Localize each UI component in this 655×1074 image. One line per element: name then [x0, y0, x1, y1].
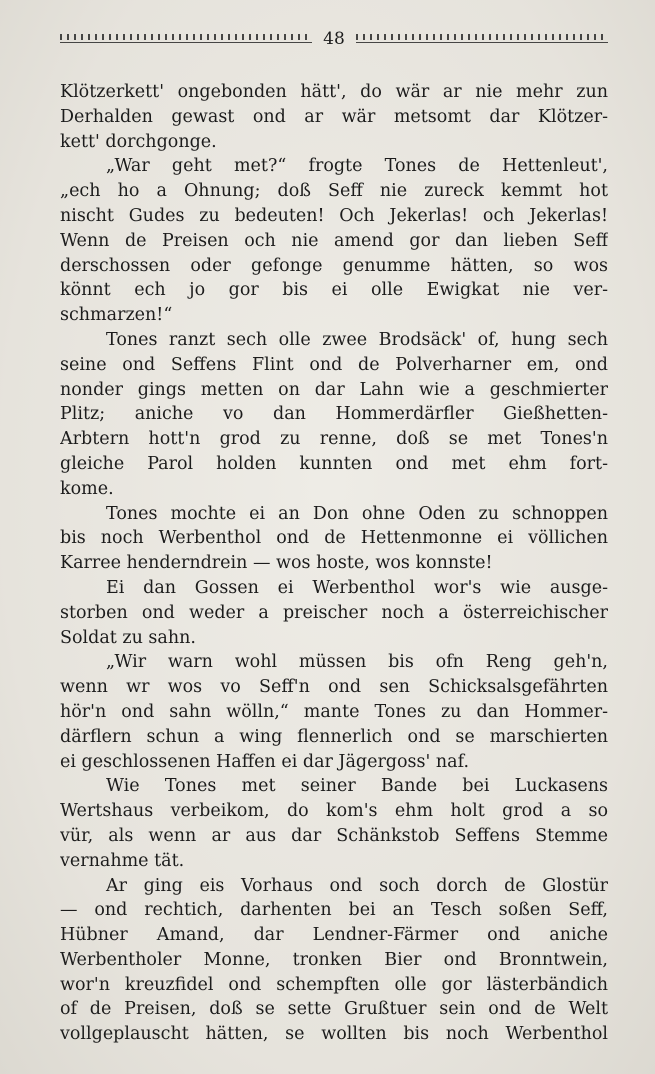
text-line: Werbentholer Monne, tronken Bier ond Bronntwein, — [60, 949, 608, 970]
text-line: Klötzerkett' ongebonden hätt', do wär ar nie mehr zun — [60, 82, 608, 102]
text-line: ei geschlossenen Haffen ei dar Jägergoss' naf. — [60, 751, 470, 772]
left-ornament-border — [60, 34, 312, 44]
text-line: kome. — [60, 478, 114, 499]
text-line: Hübner Amand, dar Lendner-Färmer ond aniche — [60, 925, 608, 946]
text-line: Plitz; aniche vo dan Hommerdärfler Gießhetten- — [60, 404, 608, 425]
text-line: storben ond weder a preischer noch a österreichischer — [60, 602, 608, 623]
text-line: nonder gings metten on dar Lahn wie a geschmierter — [60, 379, 608, 400]
text-line: „War geht met?“ frogte Tones de Hettenleut', — [106, 156, 608, 177]
right-ornament-border — [356, 34, 608, 44]
text-line: Ei dan Gossen ei Werbenthol wor's wie ausge- — [106, 577, 608, 598]
text-line: wenn wr wos vo Seff'n ond sen Schicksalsgefährten — [60, 677, 608, 698]
text-line: Soldat zu sahn. — [60, 627, 196, 648]
text-line: Derhalden gewast ond ar wär metsomt dar Klötzer- — [60, 106, 608, 127]
text-line: hör'n ond sahn wölln,“ mante Tones zu dan Hommer- — [60, 701, 608, 722]
text-line: Wertshaus verbeikom, do kom's ehm holt grod a so — [60, 801, 608, 822]
text-line: nischt Gudes zu bedeuten! Och Jekerlas! och Jekerlas! — [60, 205, 608, 226]
page-number: 48 — [323, 29, 345, 49]
text-line: „ech ho a Ohnung; doß Seff nie zureck kemmt hot — [60, 181, 608, 202]
text-line: Ar ging eis Vorhaus ond soch dorch de Glostür — [106, 875, 608, 896]
body-text — [60, 80, 608, 1047]
text-line: wor'n kreuzfidel ond schempften olle gor lästerbändich — [60, 974, 608, 995]
text-line: kett' dorchgonge. — [60, 131, 217, 152]
text-line: därflern schun a wing flennerlich ond se marschierten — [60, 726, 608, 747]
text-line: könnt ech jo gor bis ei olle Ewigkat nie ver- — [60, 280, 608, 301]
text-line: Tones mochte ei an Don ohne Oden zu schnoppen — [106, 503, 608, 524]
text-line: seine ond Seffens Flint ond de Polverharner em, ond — [60, 354, 608, 375]
text-line: Karree henderndrein — wos hoste, wos konnste! — [60, 553, 493, 574]
text-line: vür, als wenn ar aus dar Schänkstob Seffens Stemme — [60, 825, 608, 846]
page-header — [60, 28, 608, 50]
text-line: Tones ranzt sech olle zwee Brodsäck' of, hung sech — [106, 329, 608, 350]
text-line: Wie Tones met seiner Bande bei Luckasens — [106, 776, 608, 797]
text-line: vollgeplauscht hätten, se wollten bis noch Werbenthol — [60, 1024, 608, 1045]
text-line: gleiche Parol holden kunnten ond met ehm fort- — [60, 453, 608, 474]
text-line: Arbtern hott'n grod zu renne, doß se met Tones'n — [60, 429, 608, 450]
text-line: schmarzen!“ — [60, 305, 173, 326]
text-line: bis noch Werbenthol ond de Hettenmonne ei völlichen — [60, 528, 608, 549]
text-line: — ond rechtich, darhenten bei an Tesch soßen Seff, — [60, 900, 608, 921]
text-line: vernahme tät. — [60, 850, 185, 871]
text-line: „Wir warn wohl müssen bis ofn Reng geh'n, — [106, 652, 608, 673]
text-line: of de Preisen, doß se sette Grußtuer sein ond de Welt — [60, 999, 608, 1020]
text-line: derschossen oder gefonge genumme hätten, so wos — [60, 255, 608, 276]
text-line: Wenn de Preisen och nie amend gor dan lieben Seff — [60, 230, 608, 251]
